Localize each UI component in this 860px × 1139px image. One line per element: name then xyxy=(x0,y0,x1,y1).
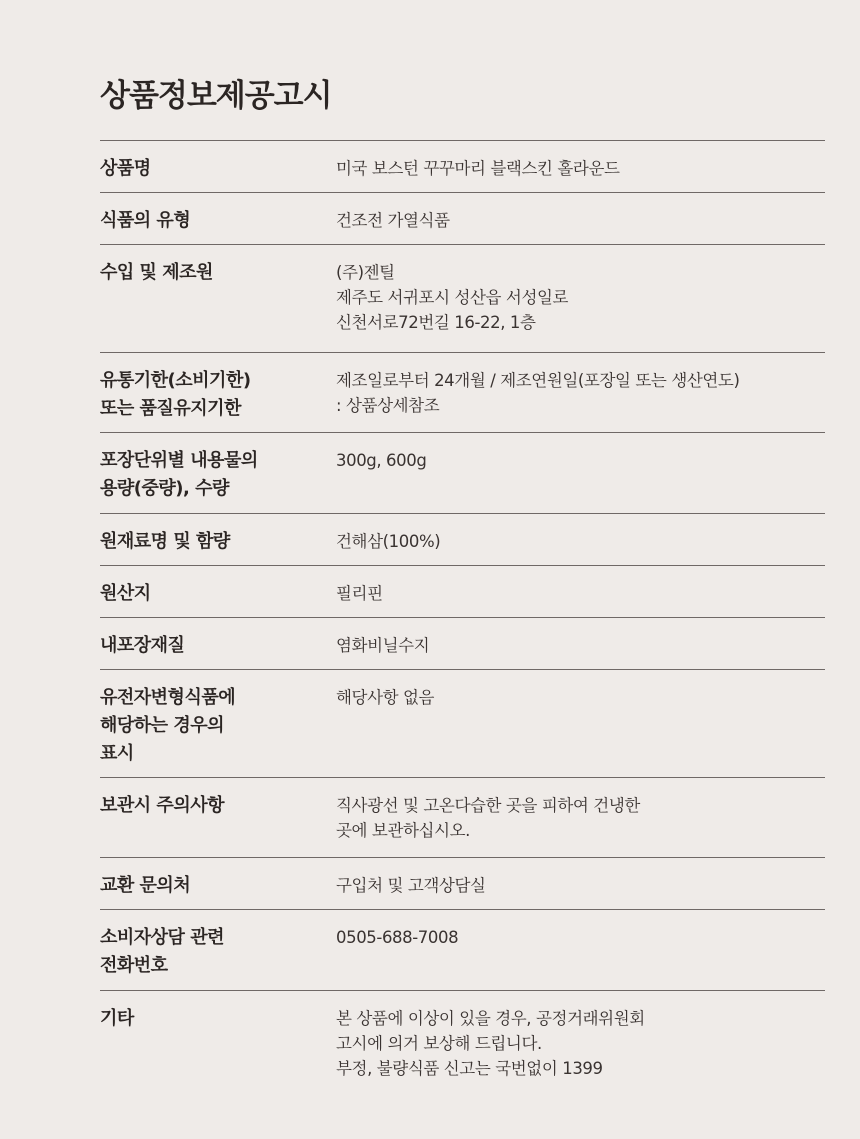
row-value-package-capacity: 300g, 600g xyxy=(336,451,427,470)
row-value-consumer-phone: 0505-688-7008 xyxy=(336,928,459,947)
row-value-food-type: 건조전 가열식품 xyxy=(336,211,450,230)
table-row xyxy=(100,433,825,514)
row-value-etc: 본 상품에 이상이 있을 경우, 공정거래위원회 고시에 의거 보상해 드립니다. 부정, 불량식품 신고는 국번없이 1399 xyxy=(336,1009,645,1078)
row-label-product-name: 상품명 xyxy=(100,158,151,179)
info-table xyxy=(100,140,825,1093)
page-title: 상품정보제공고시 xyxy=(100,78,332,114)
row-label-gmo: 유전자변형식품에 해당하는 경우의 표시 xyxy=(100,687,236,764)
row-label-consumer-phone: 소비자상담 관련 전화번호 xyxy=(100,927,224,976)
table-row xyxy=(100,353,825,433)
row-label-packaging-material: 내포장재질 xyxy=(100,635,185,656)
row-label-importer-manufacturer: 수입 및 제조원 xyxy=(100,262,213,283)
table-row xyxy=(100,910,825,991)
row-label-etc: 기타 xyxy=(100,1008,134,1029)
row-value-gmo: 해당사항 없음 xyxy=(336,688,435,707)
row-value-exchange-contact: 구입처 및 고객상담실 xyxy=(336,876,486,895)
table-row xyxy=(100,670,825,778)
table-row xyxy=(100,141,825,193)
row-label-package-capacity: 포장단위별 내용물의 용량(중량), 수량 xyxy=(100,450,258,499)
row-label-exchange-contact: 교환 문의처 xyxy=(100,875,191,896)
row-value-storage-caution: 직사광선 및 고온다습한 곳을 피하여 건냉한 곳에 보관하십시오. xyxy=(336,796,640,840)
row-label-food-type: 식품의 유형 xyxy=(100,210,191,231)
row-value-ingredients: 건해삼(100%) xyxy=(336,532,441,551)
table-row xyxy=(100,245,825,353)
row-label-storage-caution: 보관시 주의사항 xyxy=(100,795,224,816)
table-row xyxy=(100,193,825,245)
row-value-packaging-material: 염화비닐수지 xyxy=(336,636,430,655)
table-row xyxy=(100,778,825,858)
row-value-importer-manufacturer: (주)젠틸 제주도 서귀포시 성산읍 서성일로 신천서로72번길 16-22, 1층 xyxy=(336,263,569,332)
row-label-origin: 원산지 xyxy=(100,583,151,604)
table-row xyxy=(100,566,825,618)
table-row xyxy=(100,514,825,566)
table-row xyxy=(100,618,825,670)
row-label-expiration: 유통기한(소비기한) 또는 품질유지기한 xyxy=(100,370,251,419)
row-value-expiration: 제조일로부터 24개월 / 제조연원일(포장일 또는 생산연도) : 상품상세참조 xyxy=(336,371,740,415)
row-label-ingredients: 원재료명 및 함량 xyxy=(100,531,230,552)
row-value-product-name: 미국 보스턴 꾸꾸마리 블랙스킨 홀라운드 xyxy=(336,159,620,178)
row-value-origin: 필리핀 xyxy=(336,584,383,603)
table-row xyxy=(100,991,825,1093)
table-row xyxy=(100,858,825,910)
